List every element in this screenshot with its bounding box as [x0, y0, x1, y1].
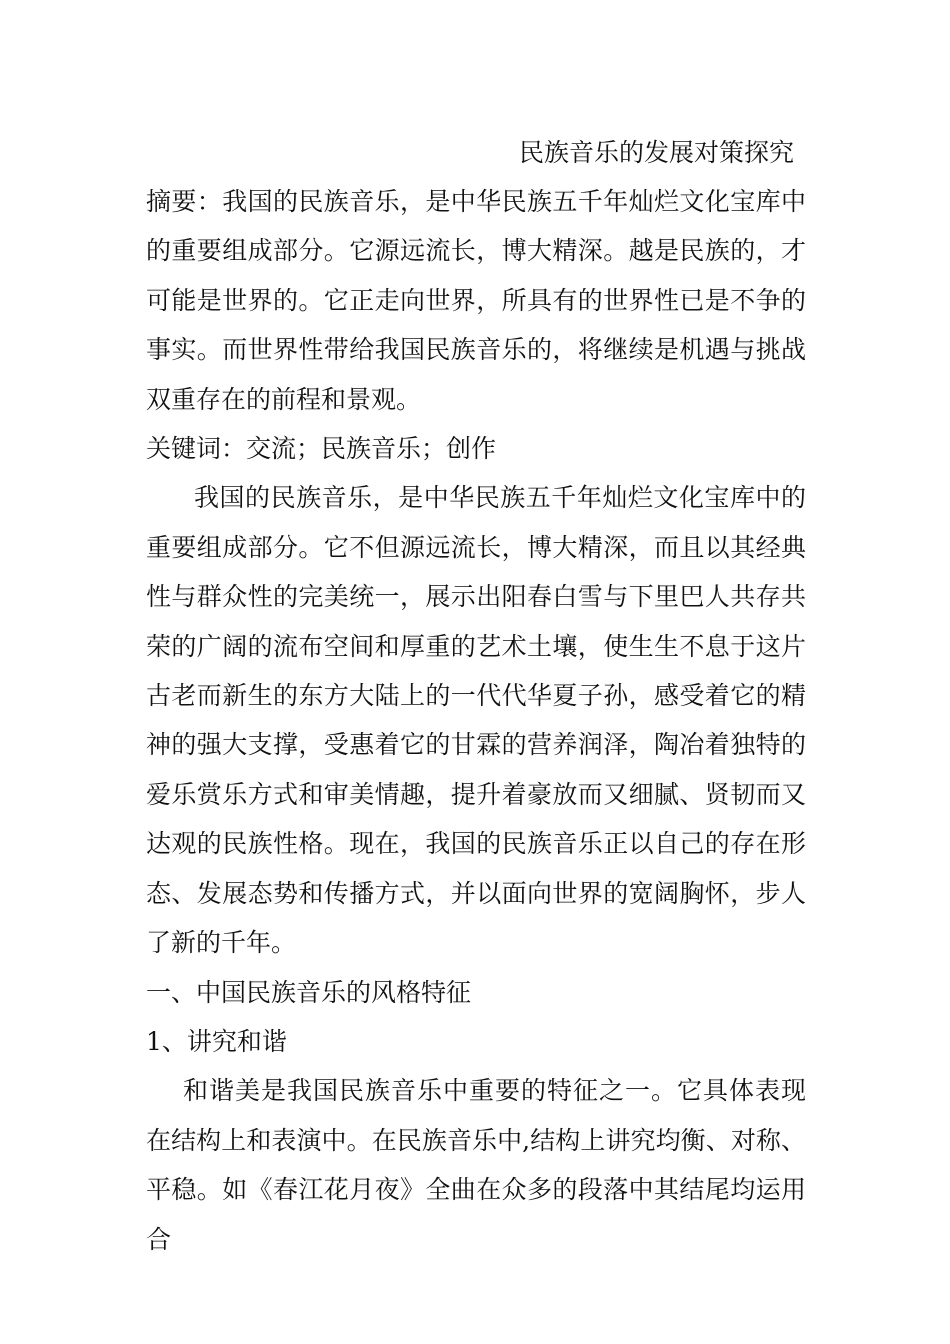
subsection-paragraph: 和谐美是我国民族音乐中重要的特征之一。它具体表现在结构上和表演中。在民族音乐中,结构上讲究均衡、对称、平稳。如《春江花月夜》全曲在众多的段落中其结尾均运用合 — [146, 1076, 806, 1254]
subsection-heading: 1、讲究和谐 — [146, 1026, 287, 1056]
intro-paragraph: 我国的民族音乐，是中华民族五千年灿烂文化宝库中的重要组成部分。它不但源远流长，博大精深，而且以其经典性与群众性的完美统一，展示出阳春白雪与下里巴人共存共荣的广阔的流布空间和厚重的艺术土壤，使生生不息于这片古老而新生的东方大陆上的一代代华夏子孙，感受着它的精神的强大支撑，受惠着它的甘霖的营养润泽，陶冶着独特的爱乐赏乐方式和审美情趣，提升着豪放而又细腻、贤韧而又达观的民族性格。现在，我国的民族音乐正以自己的存在形态、发展态势和传播方式，并以面向世界的宽阔胸怀，步人了新的千年。 — [146, 483, 806, 958]
keywords-line: 关键词：交流；民族音乐；创作 — [146, 434, 497, 464]
section-heading: 一、中国民族音乐的风格特征 — [146, 977, 472, 1007]
document-title: 民族音乐的发展对策探究 — [518, 138, 794, 167]
abstract-paragraph: 摘要：我国的民族音乐，是中华民族五千年灿烂文化宝库中的重要组成部分。它源远流长，博大精深。越是民族的，才可能是世界的。它正走向世界，所具有的世界性已是不争的事实。而世界性带给我国民族音乐的，将继续是机遇与挑战双重存在的前程和景观。 — [146, 187, 806, 414]
document-page — [146, 128, 806, 1264]
